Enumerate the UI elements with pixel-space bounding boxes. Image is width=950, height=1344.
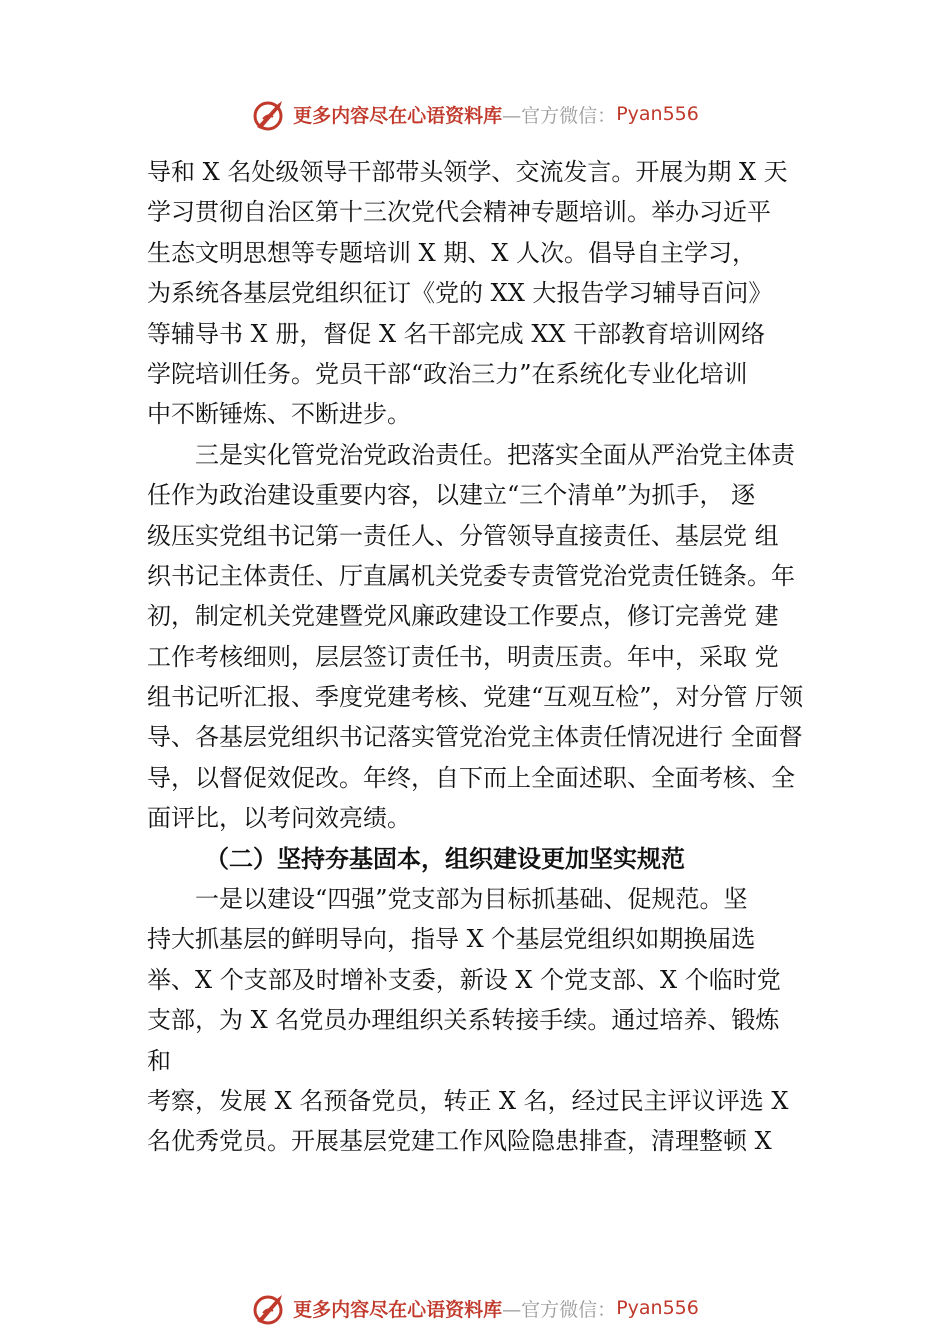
body-line: 组书记听汇报、季度党建考核、党建“互观互检”，对分管 厅领 bbox=[147, 683, 804, 712]
body-line: 导和 X 名处级领导干部带头领学、交流发言。开展为期 X 天 bbox=[147, 158, 788, 186]
body-line: 初，制定机关党建暨党风廉政建设工作要点，修订完善党 建 bbox=[147, 602, 779, 631]
body-line: 导，以督促效促改。年终，自下而上全面述职、全面考核、全 bbox=[147, 763, 795, 792]
paragraph-start-line: 一是以建设“四强”党支部为目标抓基础、促规范。坚 bbox=[195, 885, 748, 914]
body-line: 为系统各基层党组织征订《党的 XX 大报告学习辅导百问》 bbox=[147, 279, 773, 308]
body-line: 等辅导书 X 册，督促 X 名干部完成 XX 干部教育培训网络 bbox=[147, 319, 766, 348]
body-line: 学习贯彻自治区第十三次党代会精神专题培训。举办习近平 bbox=[147, 198, 771, 227]
watermark-wechat-id: Pyan556 bbox=[616, 103, 699, 125]
watermark-header bbox=[0, 94, 950, 134]
watermark-dash-text: —官方微信： bbox=[502, 1298, 617, 1321]
brush-pen-logo-icon bbox=[251, 95, 289, 133]
body-line: 考察，发展 X 名预备党员，转正 X 名，经过民主评议评选 X bbox=[147, 1086, 789, 1115]
paragraph-start-line: 三是实化管党治党政治责任。把落实全面从严治党主体责 bbox=[195, 440, 795, 469]
body-line: 织书记主体责任、厅直属机关党委专责管党治党责任链条。年 bbox=[147, 561, 795, 590]
watermark-main-text: 更多内容尽在心语资料库 bbox=[293, 1298, 503, 1321]
brush-pen-logo-icon bbox=[251, 1289, 289, 1327]
watermark-main-text: 更多内容尽在心语资料库 bbox=[293, 104, 503, 127]
body-line: 名优秀党员。开展基层党建工作风险隐患排查，清理整顿 X bbox=[147, 1127, 772, 1156]
watermark-dash-text: —官方微信： bbox=[502, 104, 617, 127]
watermark-footer bbox=[0, 1288, 950, 1328]
body-line: 学院培训任务。党员干部“政治三力”在系统化专业化培训 bbox=[147, 359, 748, 388]
body-line: 级压实党组书记第一责任人、分管领导直接责任、基层党 组 bbox=[147, 521, 779, 550]
body-line: 持大抓基层的鲜明导向，指导 X 个基层党组织如期换届选 bbox=[147, 925, 756, 954]
body-line: 支部，为 X 名党员办理组织关系转接手续。通过培养、锻炼 bbox=[147, 1006, 780, 1035]
body-line: 任作为政治建设重要内容，以建立“三个清单”为抓手， 逐 bbox=[147, 481, 756, 510]
document-body bbox=[147, 152, 837, 1162]
body-line: 和 bbox=[147, 1046, 171, 1075]
section-heading: （二）坚持夯基固本，组织建设更加坚实规范 bbox=[205, 843, 685, 873]
watermark-wechat-id: Pyan556 bbox=[616, 1297, 699, 1319]
body-line: 举、X 个支部及时增补支委，新设 X 个党支部、X 个临时党 bbox=[147, 965, 781, 994]
body-line: 工作考核细则，层层签订责任书，明责压责。年中，采取 党 bbox=[147, 642, 779, 671]
body-line: 生态文明思想等专题培训 X 期、X 人次。倡导自主学习， bbox=[147, 238, 757, 267]
body-line: 中不断锤炼、不断进步。 bbox=[147, 400, 411, 429]
body-line: 导、各基层党组织书记落实管党治党主体责任情况进行 全面督 bbox=[147, 723, 803, 752]
body-line: 面评比，以考问效亮绩。 bbox=[147, 804, 411, 833]
